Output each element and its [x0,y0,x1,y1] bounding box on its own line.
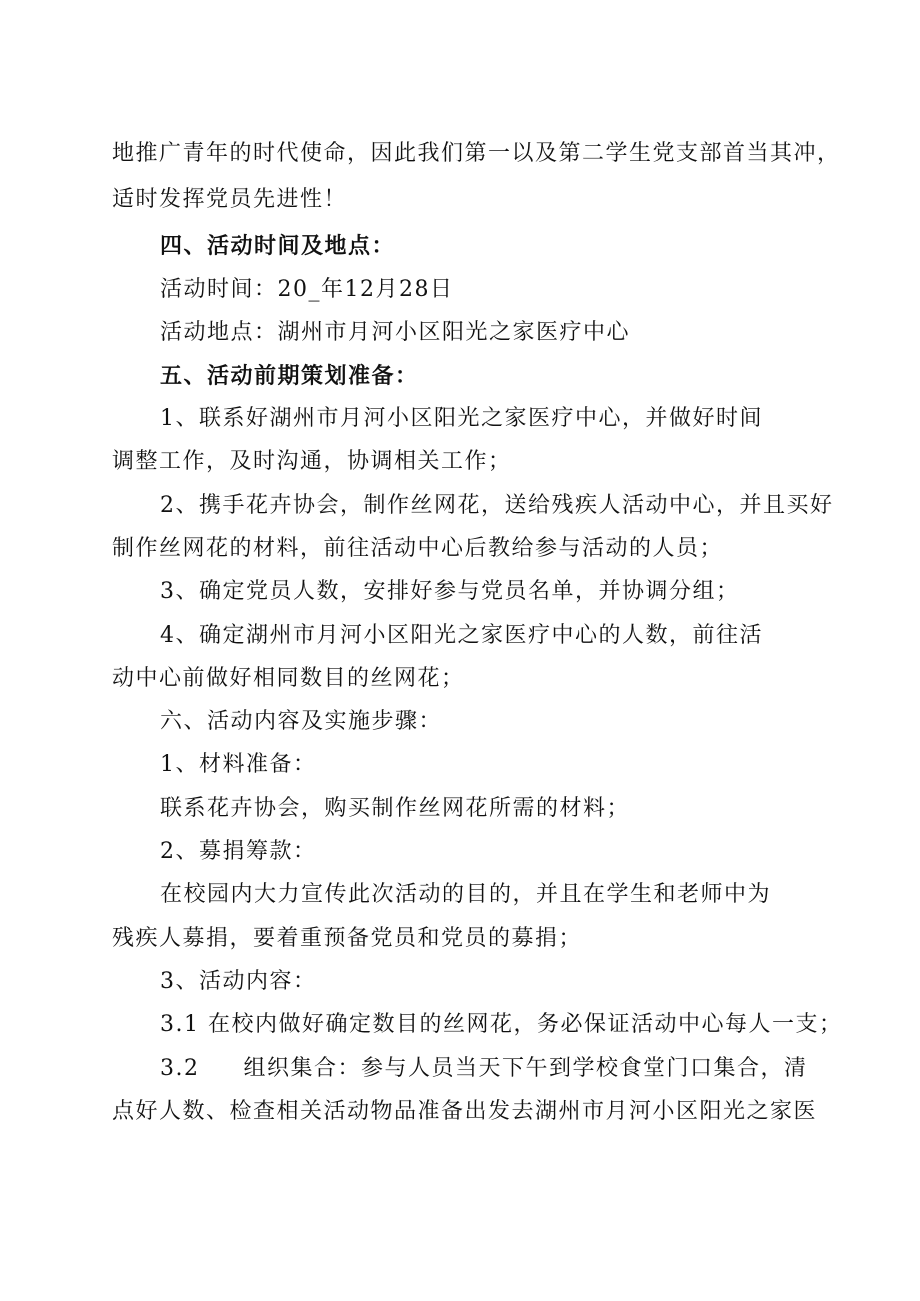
step-3-2 [160,1054,808,1084]
step-3-2-number: 3.2 [160,1056,200,1081]
step-3-2-cont: 点好人数、检查相关活动物品准备出发去湖州市月河小区阳光之家医 [112,1099,818,1124]
prep-item-1: 1、联系好湖州市月河小区阳光之家医疗中心，并做好时间 [160,406,763,431]
prep-item-2: 2、携手花卉协会，制作丝网花，送给残疾人活动中心，并且买好 [160,493,834,518]
step-2-body-cont: 残疾人募捐，要着重预备党员和党员的募捐； [112,926,583,951]
section-heading-4: 四、活动时间及地点： [160,233,396,259]
step-3-title: 3、活动内容： [160,969,317,994]
prep-item-3: 3、确定党员人数，安排好参与党员名单，并协调分组； [160,579,740,604]
paragraph-line: 适时发挥党员先进性！ [112,187,348,212]
section-heading-5: 五、活动前期策划准备： [160,363,419,389]
paragraph-line: 地推广青年的时代使命，因此我们第一以及第二学生党支部首当其冲， [112,141,841,166]
activity-time: 活动时间：20_年12月28日 [160,277,454,302]
step-2-body: 在校园内大力宣传此次活动的目的，并且在学生和老师中为 [160,882,772,907]
prep-item-2-cont: 制作丝网花的材料，前往活动中心后教给参与活动的人员； [112,536,724,561]
step-1-body: 联系花卉协会，购买制作丝网花所需的材料； [160,796,631,821]
step-3-1: 3.1 在校内做好确定数目的丝网花，务必保证活动中心每人一支； [160,1012,843,1037]
activity-place: 活动地点：湖州市月河小区阳光之家医疗中心 [160,320,631,345]
prep-item-4: 4、确定湖州市月河小区阳光之家医疗中心的人数，前往活 [160,623,763,648]
prep-item-1-cont: 调整工作，及时沟通，协调相关工作； [112,449,512,474]
step-2-title: 2、募捐筹款： [160,839,317,864]
prep-item-4-cont: 动中心前做好相同数目的丝网花； [112,666,465,691]
section-heading-6: 六、活动内容及实施步骤： [160,709,443,734]
step-3-2-text: 组织集合：参与人员当天下午到学校食堂门口集合，清 [243,1056,808,1081]
step-1-title: 1、材料准备： [160,752,317,777]
